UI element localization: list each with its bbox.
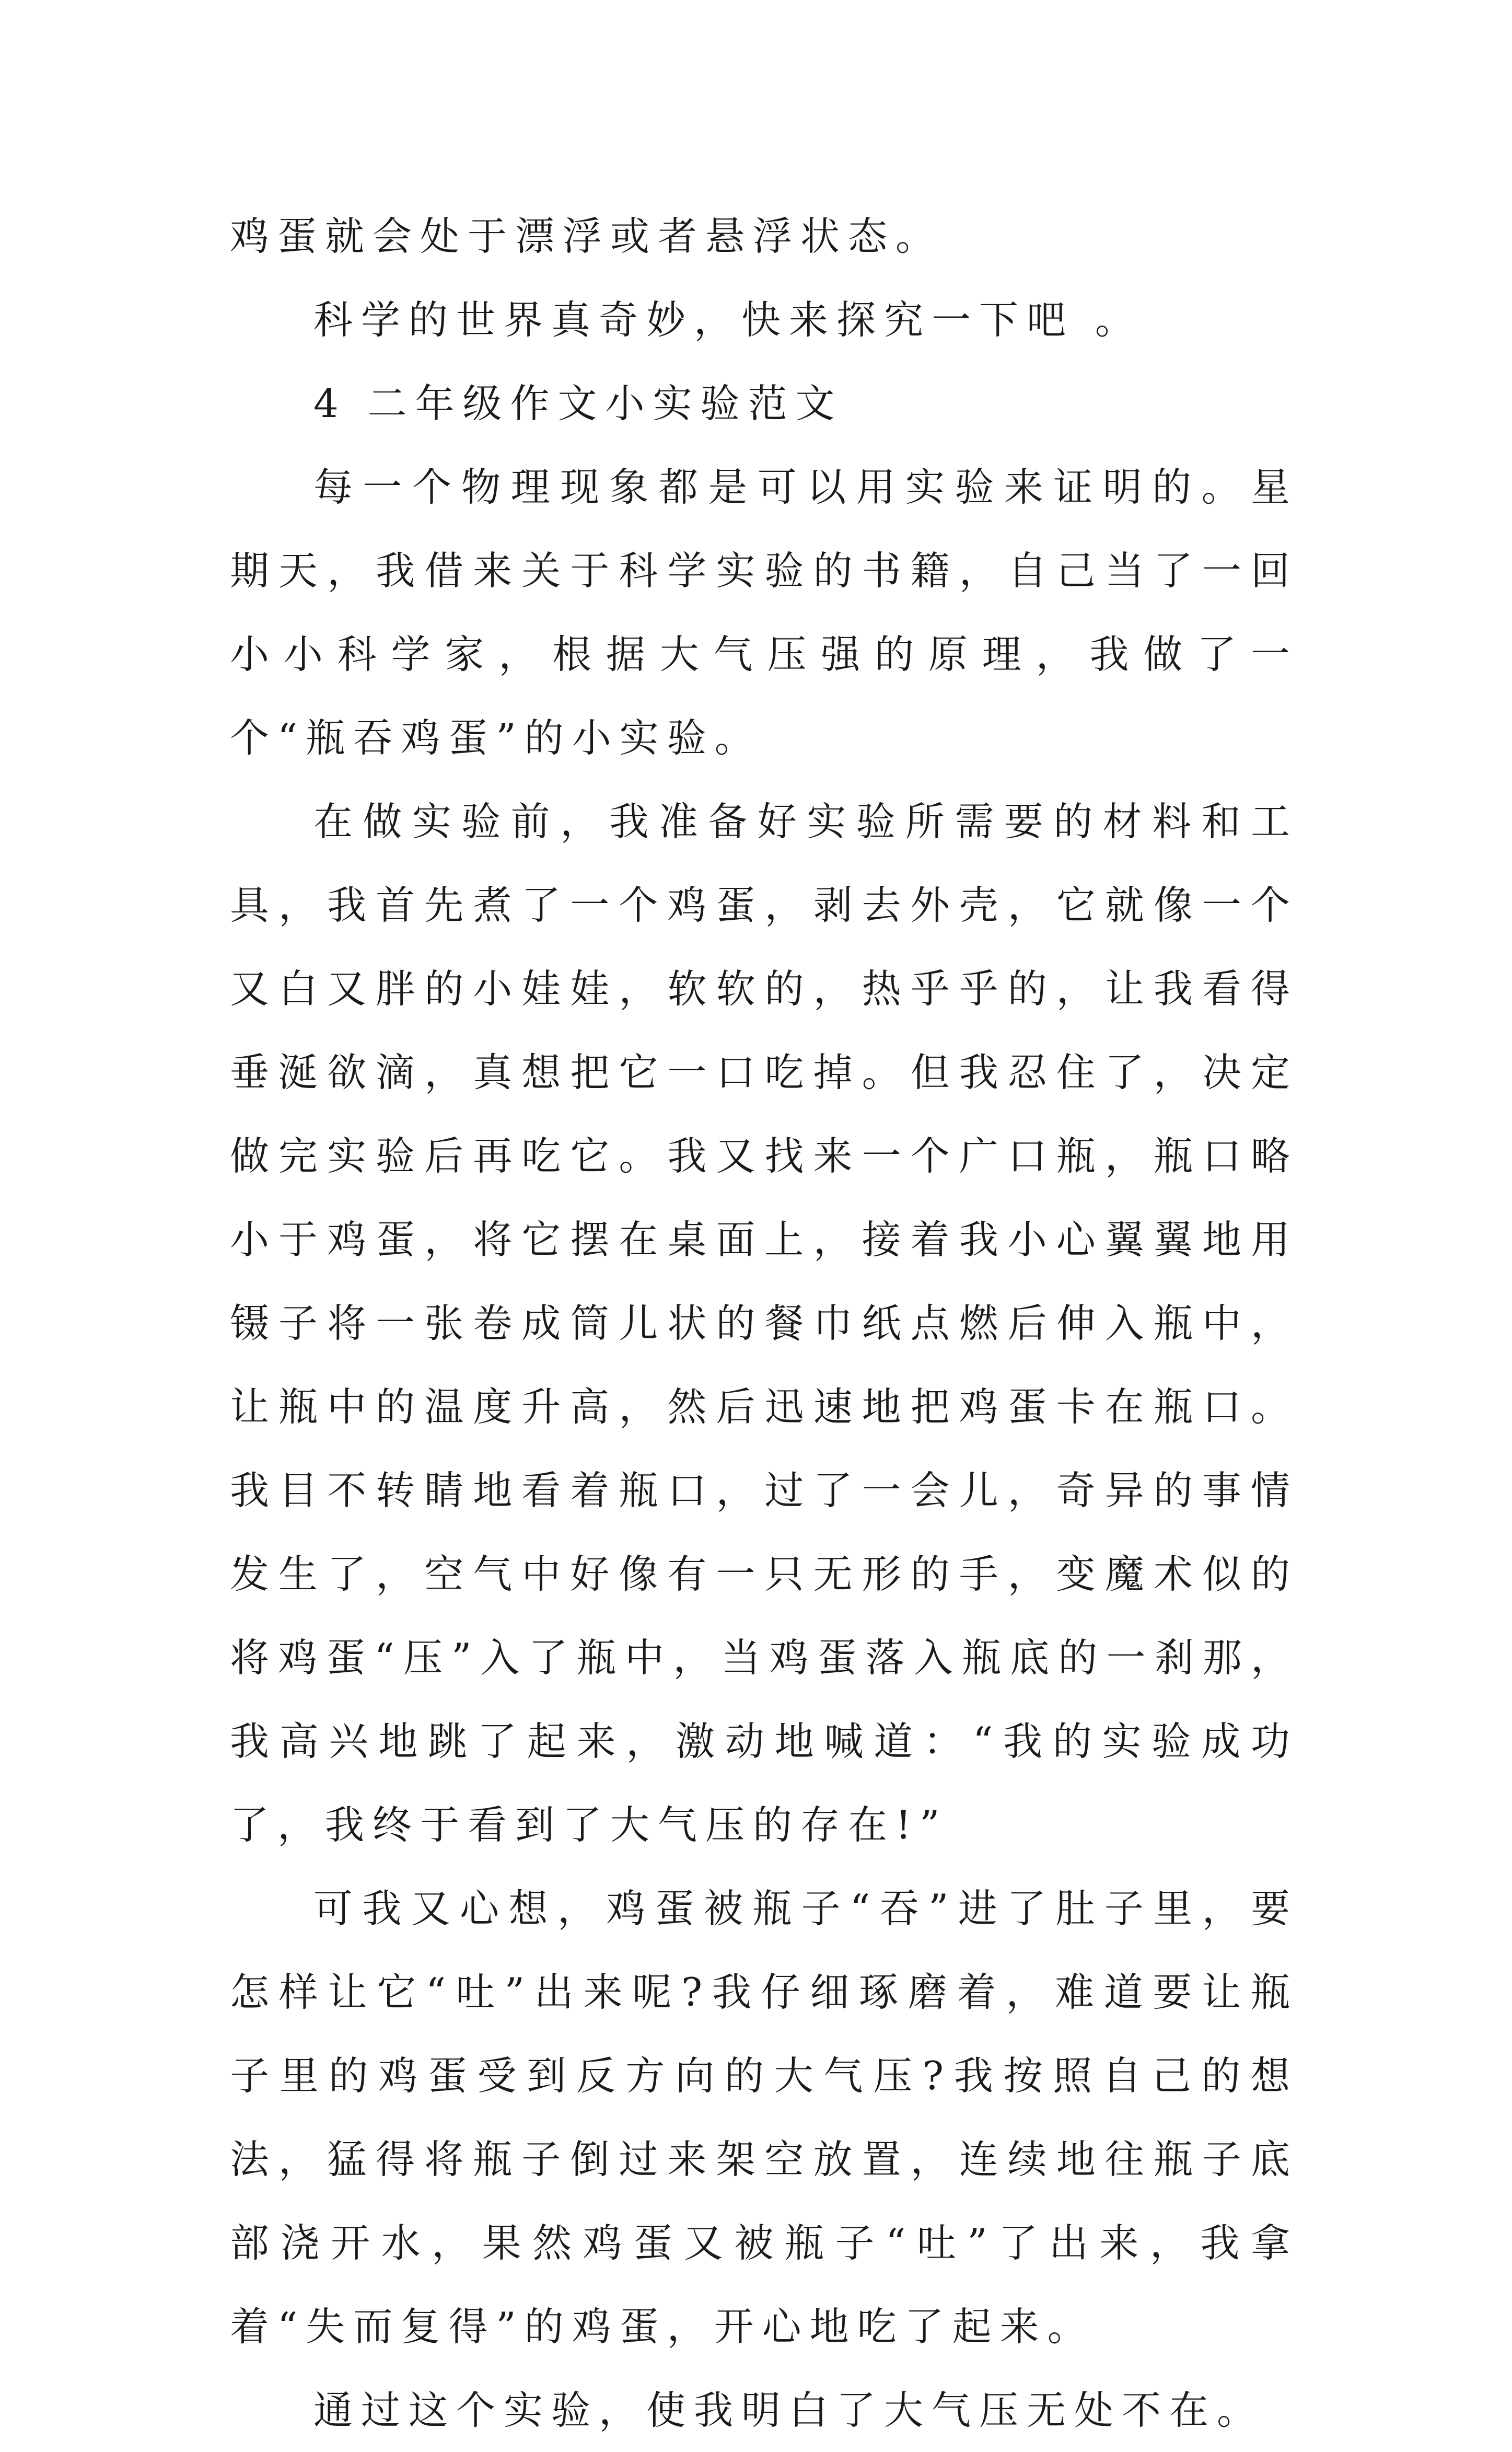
paragraph-closing-remark: 科学的世界真奇妙，快来探究一下吧 。: [313, 297, 1143, 343]
section-heading: 4 二年级作文小实验范文: [313, 380, 843, 426]
document-body: [230, 194, 1298, 2452]
paragraph-reverse-experiment: 可我又心想，鸡蛋被瓶子“吞”进了肚子里，要怎样让它“吐”出来呢?我仔细琢磨着，难道要让瓶子里的鸡蛋受到反方向的大气压?我按照自己的想法，猛得将瓶子倒过来架空放置，连续地往瓶子底部浇开水，果然鸡蛋又被瓶子“吐”了出来，我拿着“失而复得”的鸡蛋，开心地吃了起来。: [230, 1886, 1298, 2350]
paragraph-continuation: 鸡蛋就会处于漂浮或者悬浮状态。: [230, 213, 944, 259]
paragraph-experiment: 在做实验前，我准备好实验所需要的材料和工具，我首先煮了一个鸡蛋，剥去外壳，它就像一个又白又胖的小娃娃，软软的，热乎乎的，让我看得垂涎欲滴，真想把它一口吃掉。但我忍住了，决定做完实验后再吃它。我又找来一个广口瓶，瓶口略小于鸡蛋，将它摆在桌面上，接着我小心翼翼地用镊子将一张卷成筒儿状的餐巾纸点燃后伸入瓶中，让瓶中的温度升高，然后迅速地把鸡蛋卡在瓶口。我目不转睛地看着瓶口，过了一会儿，奇异的事情发生了，空气中好像有一只无形的手，变魔术似的将鸡蛋“压”入了瓶中，当鸡蛋落入瓶底的一刹那，我高兴地跳了起来，激动地喊道：“我的实验成功了，我终于看到了大气压的存在!”: [230, 799, 1298, 1848]
paragraph-intro: 每一个物理现象都是可以用实验来证明的。星期天，我借来关于科学实验的书籍，自己当了一回小小科学家，根据大气压强的原理，我做了一个“瓶吞鸡蛋”的小实验。: [230, 464, 1298, 761]
paragraph-conclusion: 通过这个实验，使我明白了大气压无处不在。: [313, 2387, 1265, 2433]
